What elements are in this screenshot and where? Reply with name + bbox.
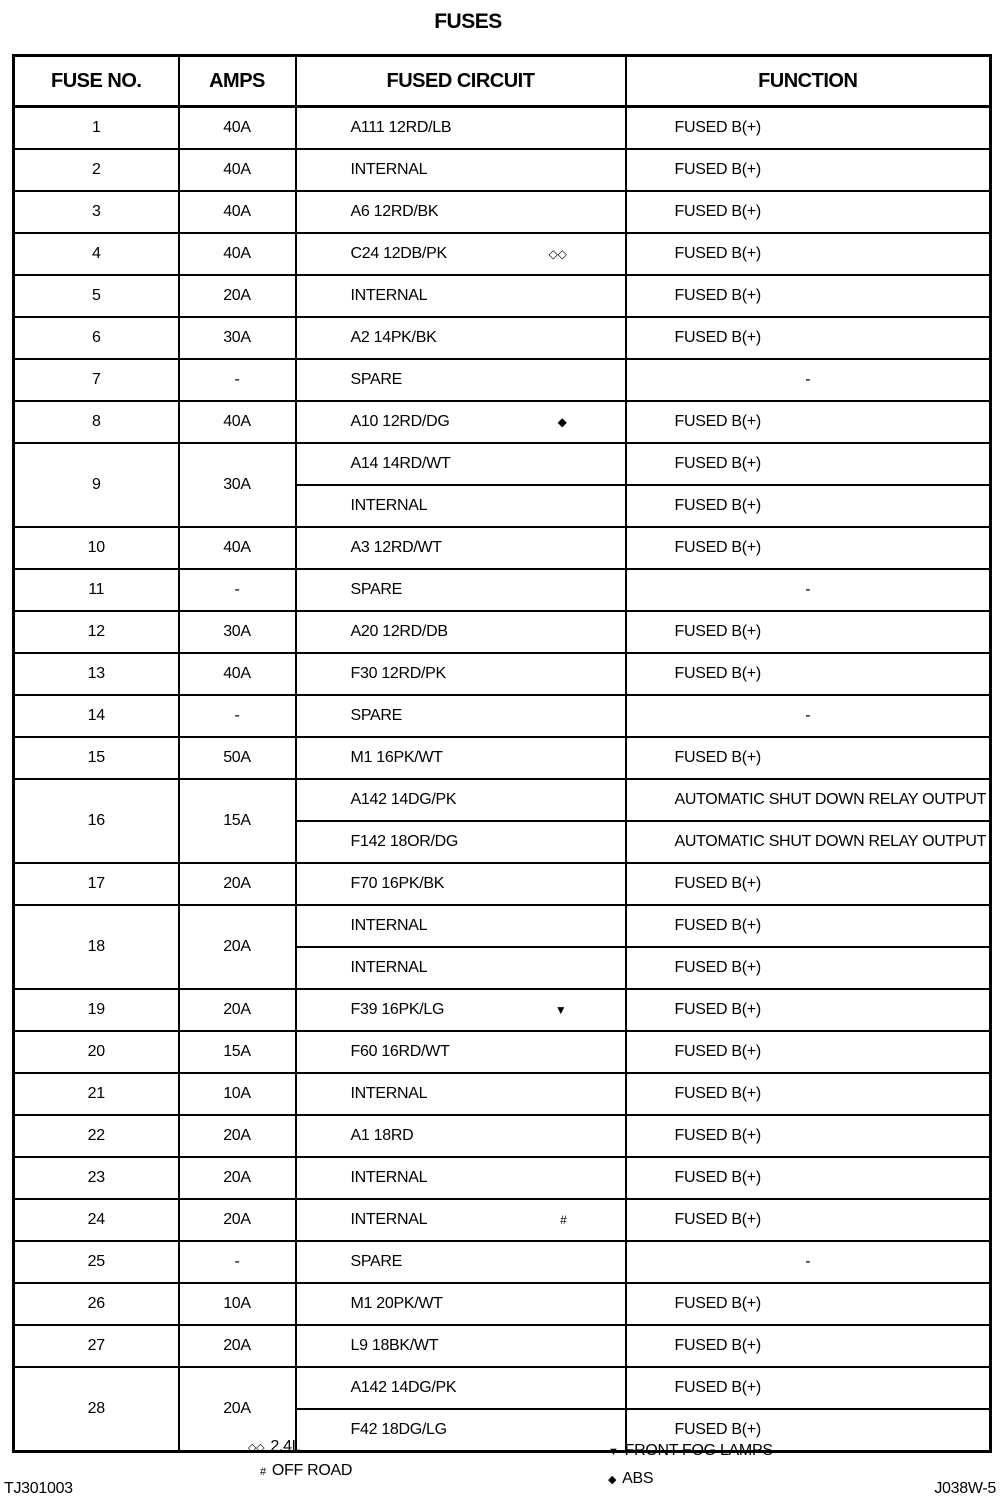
circuit-function: FUSED B(+) <box>626 1325 991 1367</box>
fused-circuit: A111 12RD/LB <box>350 119 452 136</box>
legend-label: 2.4L <box>270 1438 301 1455</box>
fuse-amps: 10A <box>179 1283 296 1325</box>
fuse-number: 21 <box>14 1073 179 1115</box>
fused-circuit: A14 14RD/WT <box>350 455 451 472</box>
table-row <box>14 317 991 359</box>
fuse-amps: 40A <box>179 107 296 150</box>
fuse-number: 15 <box>14 737 179 779</box>
circuit-function: FUSED B(+) <box>626 191 991 233</box>
fused-circuit: M1 20PK/WT <box>350 1295 443 1312</box>
table-row <box>14 1283 991 1325</box>
fused-circuit: INTERNAL <box>350 161 428 178</box>
fuse-number: 6 <box>14 317 179 359</box>
circuit-function: - <box>626 359 991 401</box>
circuit-function: FUSED B(+) <box>626 1157 991 1199</box>
fused-circuit-cell <box>296 1031 626 1073</box>
fused-circuit: INTERNAL <box>350 1085 428 1102</box>
fuse-amps: 20A <box>179 905 296 989</box>
circuit-function: FUSED B(+) <box>626 317 991 359</box>
fused-circuit: INTERNAL <box>350 287 428 304</box>
circuit-function: AUTOMATIC SHUT DOWN RELAY OUTPUT <box>626 779 991 821</box>
fused-circuit: A10 12RD/DG <box>350 413 450 430</box>
legend-diamond-pair <box>248 1438 300 1456</box>
fused-circuit: F142 18OR/DG <box>350 833 459 850</box>
option-marker-icon: ▼ <box>554 1003 567 1017</box>
fused-circuit: SPARE <box>350 707 403 724</box>
circuit-function: FUSED B(+) <box>626 149 991 191</box>
circuit-function: FUSED B(+) <box>626 1031 991 1073</box>
fuse-number: 22 <box>14 1115 179 1157</box>
fuse-amps: 10A <box>179 1073 296 1115</box>
fused-circuit-cell <box>296 779 626 821</box>
fuse-number: 13 <box>14 653 179 695</box>
fuse-number: 1 <box>14 107 179 150</box>
fused-circuit-cell <box>296 485 626 527</box>
circuit-function: AUTOMATIC SHUT DOWN RELAY OUTPUT <box>626 821 991 863</box>
circuit-function: FUSED B(+) <box>626 611 991 653</box>
fuse-amps: 20A <box>179 989 296 1031</box>
table-row <box>14 527 991 569</box>
fused-circuit: F30 12RD/PK <box>350 665 446 682</box>
fuse-amps: 15A <box>179 1031 296 1073</box>
header-function: FUNCTION <box>626 56 991 107</box>
table-header-row <box>14 56 991 107</box>
fuse-number: 10 <box>14 527 179 569</box>
table-row <box>14 233 991 275</box>
fused-circuit: A6 12RD/BK <box>350 203 439 220</box>
table-row <box>14 653 991 695</box>
fuse-number: 3 <box>14 191 179 233</box>
table-row <box>14 1115 991 1157</box>
figure-ref-right: J038W-5 <box>934 1480 996 1497</box>
fused-circuit-cell <box>296 191 626 233</box>
fused-circuit-cell <box>296 1157 626 1199</box>
fuse-amps: 40A <box>179 653 296 695</box>
legend-label: OFF ROAD <box>271 1462 353 1479</box>
fused-circuit-cell <box>296 149 626 191</box>
circuit-function: FUSED B(+) <box>626 989 991 1031</box>
fuse-amps: 20A <box>179 1157 296 1199</box>
fused-circuit-cell <box>296 1283 626 1325</box>
circuit-function: FUSED B(+) <box>626 1409 991 1452</box>
fused-circuit-cell <box>296 821 626 863</box>
table-row <box>14 1199 991 1241</box>
table-row <box>14 863 991 905</box>
fuse-amps: 20A <box>179 1325 296 1367</box>
fuse-amps: 40A <box>179 233 296 275</box>
fuse-amps: 50A <box>179 737 296 779</box>
table-row <box>14 737 991 779</box>
fuse-amps: 40A <box>179 191 296 233</box>
fused-circuit-cell <box>296 401 626 443</box>
table-row <box>14 905 991 947</box>
page-title: FUSES <box>434 10 502 33</box>
fuse-number: 2 <box>14 149 179 191</box>
option-marker-icon: ◆ <box>557 415 567 429</box>
fuse-amps: 20A <box>179 275 296 317</box>
circuit-function: FUSED B(+) <box>626 275 991 317</box>
fuse-amps: - <box>179 569 296 611</box>
table-row <box>14 401 991 443</box>
fuse-number: 27 <box>14 1325 179 1367</box>
circuit-function: - <box>626 695 991 737</box>
fused-circuit-cell <box>296 863 626 905</box>
fused-circuit: SPARE <box>350 371 403 388</box>
circuit-function: FUSED B(+) <box>626 443 991 485</box>
diamond-pair-icon: ◇◇ <box>248 1442 265 1454</box>
fused-circuit: F70 16PK/BK <box>350 875 445 892</box>
fuse-amps: 20A <box>179 863 296 905</box>
fuse-number: 11 <box>14 569 179 611</box>
triangle-down-icon: ▼ <box>608 1446 619 1458</box>
option-marker-icon: ◇◇ <box>548 247 567 261</box>
hash-icon: # <box>260 1466 266 1478</box>
fuse-amps: 40A <box>179 149 296 191</box>
fuse-amps: 40A <box>179 401 296 443</box>
fuse-number: 26 <box>14 1283 179 1325</box>
fused-circuit: F60 16RD/WT <box>350 1043 450 1060</box>
table-row <box>14 611 991 653</box>
header-fuse-no: FUSE NO. <box>14 56 179 107</box>
table-row <box>14 1367 991 1409</box>
fused-circuit-cell <box>296 905 626 947</box>
fuse-amps: - <box>179 1241 296 1283</box>
table-row <box>14 779 991 821</box>
table-row <box>14 569 991 611</box>
circuit-function: FUSED B(+) <box>626 107 991 150</box>
fuse-number: 4 <box>14 233 179 275</box>
fuse-amps: 20A <box>179 1199 296 1241</box>
fused-circuit: INTERNAL <box>350 1169 428 1186</box>
circuit-function: FUSED B(+) <box>626 401 991 443</box>
fused-circuit: INTERNAL <box>350 497 428 514</box>
fused-circuit: A3 12RD/WT <box>350 539 442 556</box>
fused-circuit: INTERNAL <box>350 917 428 934</box>
fuse-number: 23 <box>14 1157 179 1199</box>
fuse-amps: 15A <box>179 779 296 863</box>
fuse-number: 14 <box>14 695 179 737</box>
fuse-amps: 30A <box>179 317 296 359</box>
fuse-number: 8 <box>14 401 179 443</box>
fused-circuit: M1 16PK/WT <box>350 749 443 766</box>
fused-circuit: F39 16PK/LG <box>350 1001 445 1018</box>
fused-circuit-cell <box>296 695 626 737</box>
legend-triangle <box>608 1442 773 1460</box>
fuse-number: 7 <box>14 359 179 401</box>
table-row <box>14 443 991 485</box>
circuit-function: FUSED B(+) <box>626 1115 991 1157</box>
table-row <box>14 1241 991 1283</box>
table-row <box>14 359 991 401</box>
fuse-number: 20 <box>14 1031 179 1073</box>
fused-circuit: A20 12RD/DB <box>350 623 448 640</box>
table-row <box>14 1073 991 1115</box>
table-row <box>14 989 991 1031</box>
fuse-amps: 20A <box>179 1115 296 1157</box>
fused-circuit-cell <box>296 359 626 401</box>
table-row <box>14 1325 991 1367</box>
circuit-function: FUSED B(+) <box>626 905 991 947</box>
fused-circuit: C24 12DB/PK <box>350 245 447 262</box>
fused-circuit: A2 14PK/BK <box>350 329 437 346</box>
circuit-function: FUSED B(+) <box>626 737 991 779</box>
circuit-function: FUSED B(+) <box>626 653 991 695</box>
fuse-number: 19 <box>14 989 179 1031</box>
fused-circuit: SPARE <box>350 1253 403 1270</box>
fuse-number: 12 <box>14 611 179 653</box>
fuse-amps: 30A <box>179 443 296 527</box>
circuit-function: FUSED B(+) <box>626 863 991 905</box>
fused-circuit: A142 14DG/PK <box>350 1379 457 1396</box>
fused-circuit: SPARE <box>350 581 403 598</box>
circuit-function: FUSED B(+) <box>626 485 991 527</box>
fused-circuit: INTERNAL <box>350 1211 428 1228</box>
fuse-table <box>12 54 992 1453</box>
fused-circuit: F42 18DG/LG <box>350 1421 447 1438</box>
fused-circuit-cell <box>296 653 626 695</box>
fused-circuit: A1 18RD <box>350 1127 414 1144</box>
fused-circuit-cell <box>296 1073 626 1115</box>
legend-label: ABS <box>622 1470 654 1487</box>
fused-circuit-cell <box>296 1325 626 1367</box>
fused-circuit-cell <box>296 569 626 611</box>
fused-circuit-cell <box>296 611 626 653</box>
table-row <box>14 695 991 737</box>
fuse-amps: - <box>179 695 296 737</box>
fuse-number: 5 <box>14 275 179 317</box>
fused-circuit-cell <box>296 1115 626 1157</box>
fuse-table-body <box>14 107 991 1452</box>
table-row <box>14 107 991 150</box>
fuse-amps: 20A <box>179 1367 296 1452</box>
fused-circuit: L9 18BK/WT <box>350 1337 439 1354</box>
header-fused-circuit: FUSED CIRCUIT <box>296 56 626 107</box>
legend-diamond <box>608 1470 653 1488</box>
circuit-function: - <box>626 569 991 611</box>
fuse-amps: - <box>179 359 296 401</box>
fuse-number: 17 <box>14 863 179 905</box>
fused-circuit-cell <box>296 989 626 1031</box>
fuse-amps: 40A <box>179 527 296 569</box>
diamond-icon: ◆ <box>608 1474 617 1486</box>
fused-circuit-cell <box>296 1367 626 1409</box>
fuse-number: 24 <box>14 1199 179 1241</box>
fused-circuit-cell <box>296 737 626 779</box>
table-row <box>14 149 991 191</box>
fused-circuit: A142 14DG/PK <box>350 791 457 808</box>
fuse-number: 28 <box>14 1367 179 1452</box>
fuse-amps: 30A <box>179 611 296 653</box>
table-row <box>14 275 991 317</box>
figure-ref-left: TJ301003 <box>4 1480 73 1497</box>
legend-hash <box>260 1462 352 1480</box>
fused-circuit-cell <box>296 527 626 569</box>
fused-circuit-cell <box>296 443 626 485</box>
table-row <box>14 1157 991 1199</box>
fused-circuit-cell <box>296 947 626 989</box>
fused-circuit-cell <box>296 107 626 150</box>
option-marker-icon: # <box>560 1213 567 1227</box>
circuit-function: FUSED B(+) <box>626 1199 991 1241</box>
fuse-number: 9 <box>14 443 179 527</box>
table-row <box>14 191 991 233</box>
circuit-function: FUSED B(+) <box>626 947 991 989</box>
header-amps: AMPS <box>179 56 296 107</box>
fused-circuit-cell <box>296 1241 626 1283</box>
fused-circuit-cell <box>296 1409 626 1452</box>
legend-label: FRONT FOG LAMPS <box>624 1442 773 1459</box>
circuit-function: FUSED B(+) <box>626 1367 991 1409</box>
fused-circuit-cell <box>296 233 626 275</box>
circuit-function: FUSED B(+) <box>626 527 991 569</box>
fuse-number: 16 <box>14 779 179 863</box>
fuse-number: 25 <box>14 1241 179 1283</box>
circuit-function: FUSED B(+) <box>626 1073 991 1115</box>
circuit-function: FUSED B(+) <box>626 233 991 275</box>
fused-circuit-cell <box>296 317 626 359</box>
circuit-function: FUSED B(+) <box>626 1283 991 1325</box>
fused-circuit: INTERNAL <box>350 959 428 976</box>
fused-circuit-cell <box>296 1199 626 1241</box>
circuit-function: - <box>626 1241 991 1283</box>
fuse-number: 18 <box>14 905 179 989</box>
fused-circuit-cell <box>296 275 626 317</box>
table-row <box>14 1031 991 1073</box>
